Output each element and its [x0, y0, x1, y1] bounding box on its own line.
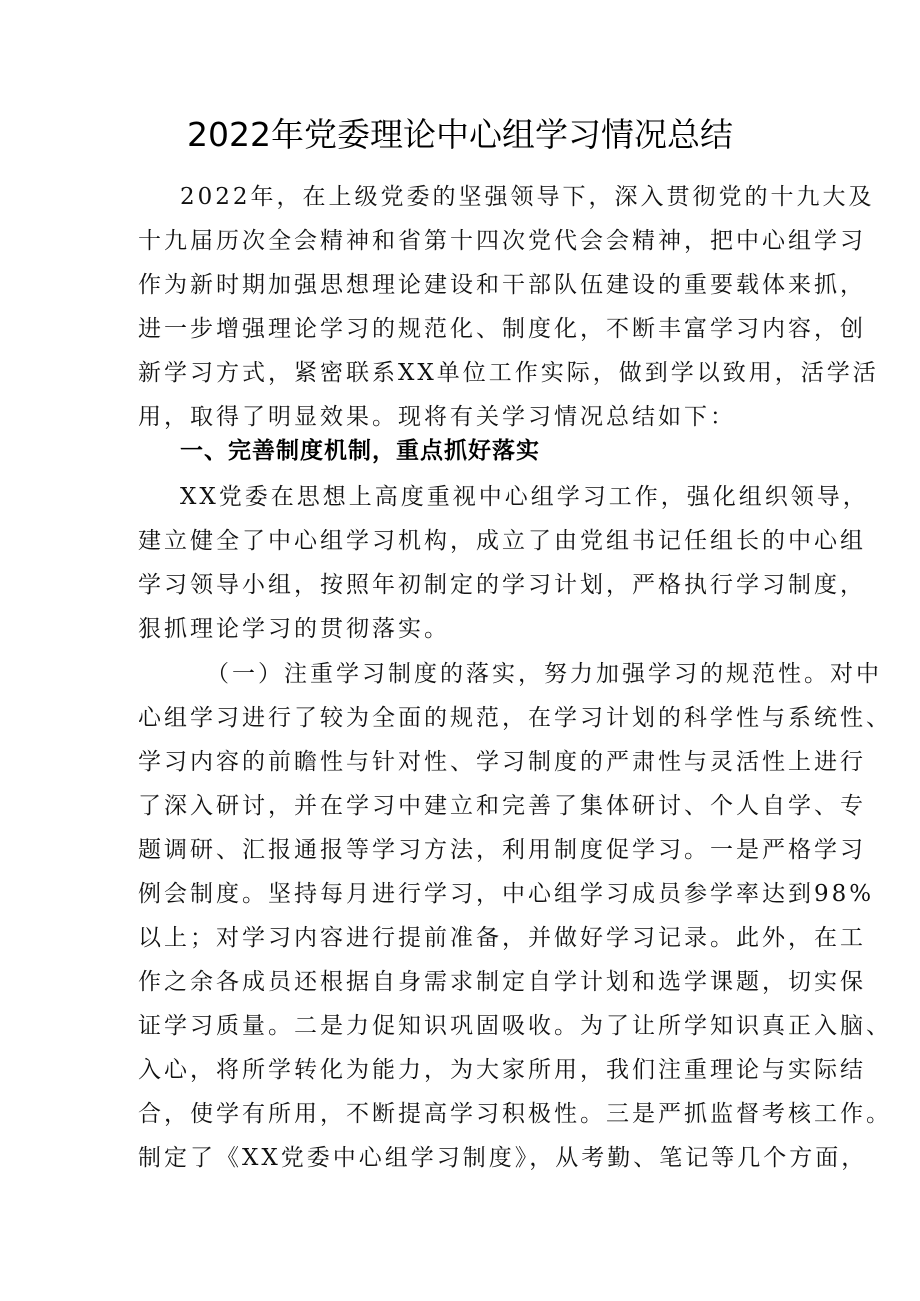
document-title: 2022年党委理论中心组学习情况总结 — [187, 115, 733, 154]
paragraph-line: 用，取得了明显效果。现将有关学习情况总结如下： — [138, 404, 736, 430]
paragraph-line: 制定了《XX党委中心组学习制度》，从考勤、笔记等几个方面， — [138, 1145, 868, 1171]
paragraph-line: 作之余各成员还根据自身需求制定自学计划和选学课题，切实保 — [138, 969, 866, 995]
paragraph-line: 证学习质量。二是力促知识巩固吸收。为了让所学知识真正入脑、 — [138, 1013, 892, 1039]
paragraph-line: 进一步增强理论学习的规范化、制度化，不断丰富学习内容，创 — [138, 316, 866, 342]
subsection1-paragraph — [138, 652, 892, 1180]
paragraph-line: 例会制度。坚持每月进行学习，中心组学习成员参学率达到98% — [138, 881, 875, 907]
paragraph-line: 2022年，在上级党委的坚强领导下，深入贯彻党的十九大及 — [180, 184, 875, 210]
paragraph-line: 学习领导小组，按照年初制定的学习计划，严格执行学习制度， — [138, 572, 866, 598]
paragraph-line: （一）注重学习制度的落实，努力加强学习的规范性。对中 — [206, 661, 882, 687]
paragraph-line: 建立健全了中心组学习机构，成立了由党组书记任组长的中心组 — [138, 528, 866, 554]
paragraph-line: XX党委在思想上高度重视中心组学习工作，强化组织领导， — [180, 484, 869, 510]
paragraph-line: 狠抓理论学习的贯彻落实。 — [138, 616, 450, 642]
paragraph-line: 入心，将所学转化为能力，为大家所用，我们注重理论与实际结 — [138, 1057, 866, 1083]
paragraph-line: 合，使学有所用，不断提高学习积极性。三是严抓监督考核工作。 — [138, 1101, 892, 1127]
paragraph-line: 学习内容的前瞻性与针对性、学习制度的严肃性与灵活性上进行 — [138, 749, 866, 775]
section1-paragraph — [138, 475, 869, 651]
section-heading: 一、完善制度机制，重点抓好落实 — [180, 438, 540, 464]
paragraph-line: 作为新时期加强思想理论建设和干部队伍建设的重要载体来抓， — [138, 272, 866, 298]
paragraph-line: 了深入研讨，并在学习中建立和完善了集体研讨、个人自学、专 — [138, 793, 866, 819]
paragraph-line: 新学习方式，紧密联系XX单位工作实际，做到学以致用，活学活 — [138, 360, 879, 386]
paragraph-line: 十九届历次全会精神和省第十四次党代会会精神，把中心组学习 — [138, 228, 866, 254]
paragraph-line: 以上；对学习内容进行提前准备，并做好学习记录。此外，在工 — [138, 925, 866, 951]
paragraph-line: 题调研、汇报通报等学习方法，利用制度促学习。一是严格学习 — [138, 837, 866, 863]
intro-paragraph — [138, 175, 879, 439]
paragraph-line: 心组学习进行了较为全面的规范，在学习计划的科学性与系统性、 — [138, 705, 892, 731]
